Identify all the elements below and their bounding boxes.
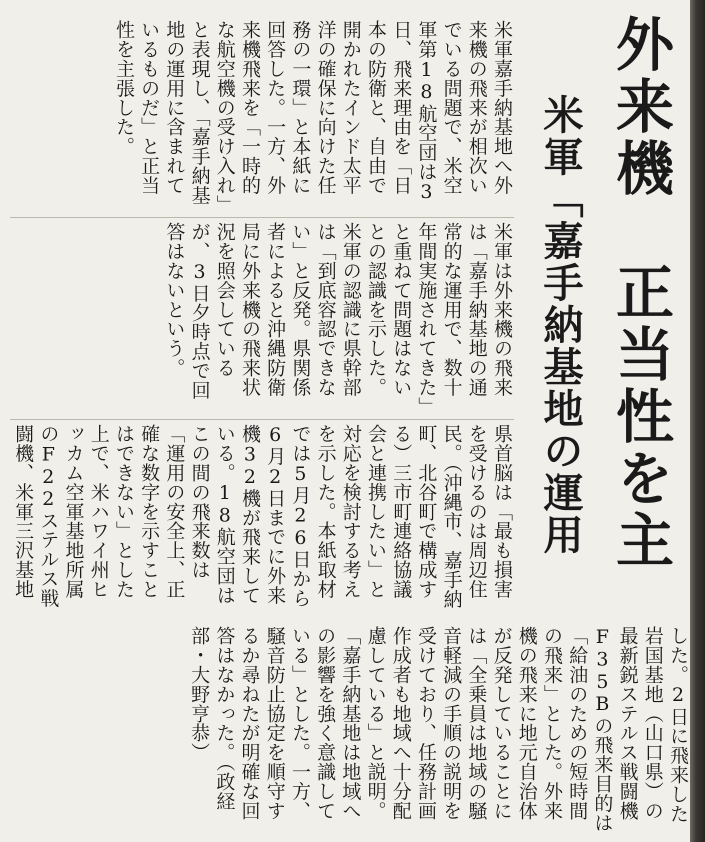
sub-headline: 米軍「嘉手納基地の運用 (537, 94, 583, 556)
article-tier-3: 県首脳は「最も損害を受けるのは周辺住民。（沖縄市、嘉手納町、北谷町で構成する）三市町連絡協議会と連携したい」と対応を検討する考えを示した。本紙取材では5月26日から6月2日までに外来機32機が飛来している。18航空団はこの間の飛来数は「運用の安全上、正確な数字を示すことはできない」とした上で、米ハワイ州ヒッカム空軍基地所属のF22ステルス戦闘機、米軍三沢基地 (12, 424, 513, 609)
tier-divider (10, 217, 514, 218)
tier-divider (10, 419, 514, 420)
dark-background-edge (690, 0, 705, 842)
article-tier-1: 米軍嘉手納基地へ外来機の飛来が相次いでいる問題で、米空軍第18航空団は3日、飛来理由を「日本の防衛と、自由で開かれたインド太平洋の確保に向けた任務の一環」と本紙に回答した。一方、外来機飛来を「一時的な航空機の受け入れ」と表現し、「嘉手納基地の運用に含まれているものだ」と正当性を主張した。 (112, 20, 513, 205)
article-tier-4: した。2日に飛来した岩国基地（山口県）の最新鋭ステルス戦闘機F35Bの飛来目的は「給油のための短時間の飛来」とした。外来機の飛来に地元自治体が反発していることには「全乗員は地域の騒音軽減の手順の説明を受けており、任務計画作成者も地域へ十分配慮している」と説明。「嘉手納基地は地域への影響を強く意識している」とした。一方、騒音防止協定を順守するか尋ねたが明確な回答はなかった。（政経部・大野亨恭） (188, 626, 689, 832)
article-tier-2: 米軍は外来機の飛来は「嘉手納基地の通常的な運用で、数十年間実施されてきた」と重ねて問題はないとの認識を示した。米軍の認識に県幹部は「到底容認できない」と反発。県関係者によると沖縄防衛局に外来機の飛来状況を照会しているが、3日夕時点で回答はないという。 (163, 222, 513, 407)
main-headline: 外来機 正当性を主 (606, 14, 674, 572)
